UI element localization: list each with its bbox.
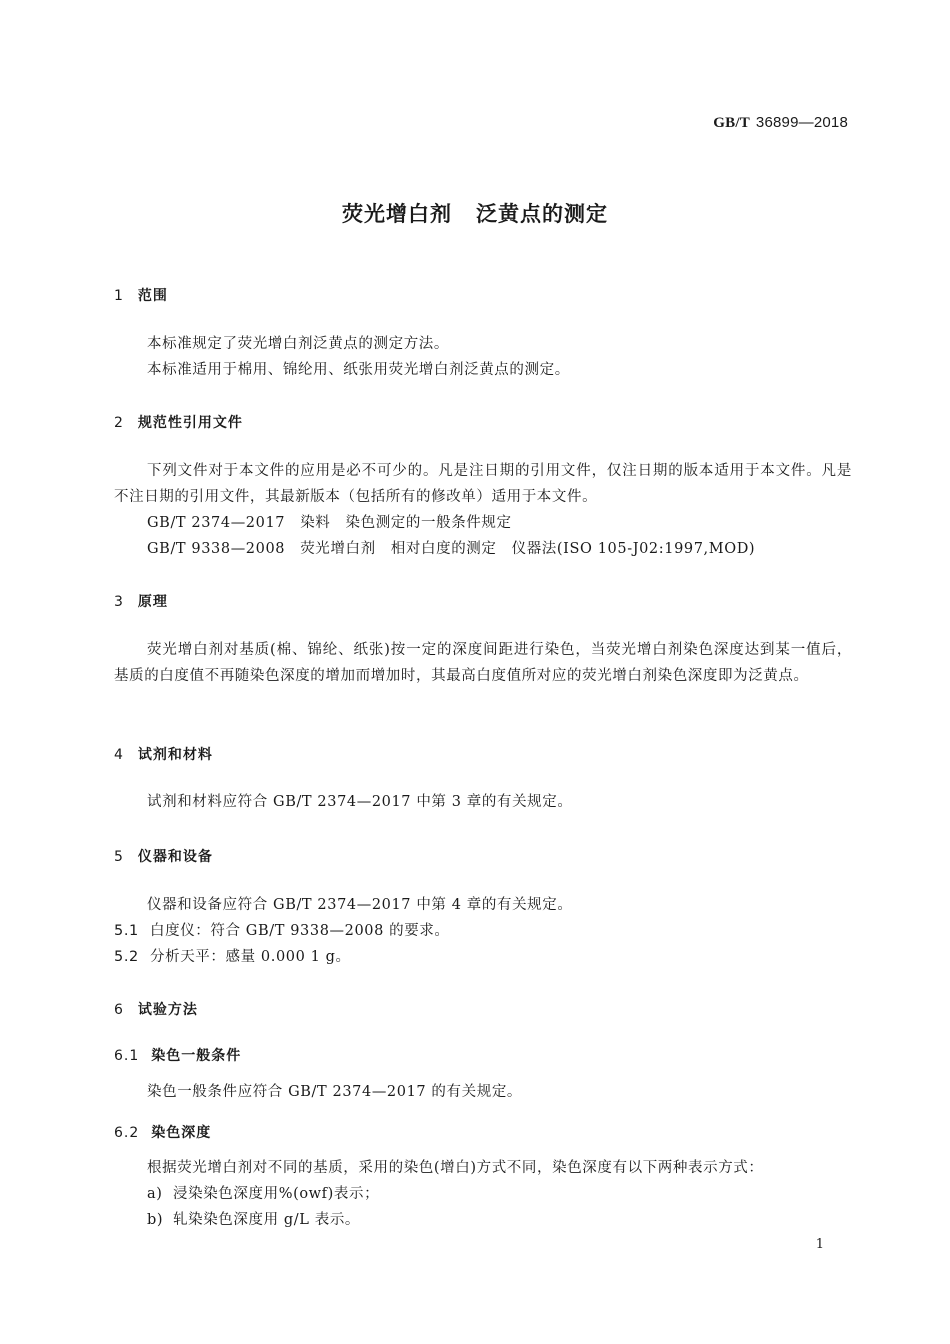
section-heading-1: 1 范围: [114, 288, 168, 304]
scope-paragraph-1: 本标准规定了荧光增白剂泛黄点的测定方法。: [147, 336, 449, 352]
principle-paragraph: 荧光增白剂对基质(棉、锦纶、纸张)按一定的深度间距进行染色，当荧光增白剂染色深度达到某一值后，基质的白度值不再随染色深度的增加而增加时，其最高白度值所对应的荧光增白剂染色深度即为泛黄点。: [114, 642, 852, 684]
subsection-heading-6-1: 6.1 染色一般条件: [114, 1048, 242, 1064]
reference-item-1: GB/T 2374—2017 染料 染色测定的一般条件规定: [147, 515, 512, 531]
reagents-paragraph: 试剂和材料应符合 GB/T 2374—2017 中第 3 章的有关规定。: [147, 794, 573, 810]
apparatus-item-5-2: 5.2 分析天平：感量 0.000 1 g。: [114, 949, 351, 965]
standard-code: 36899—2018: [755, 114, 848, 131]
subsection-heading-6-2: 6.2 染色深度: [114, 1125, 212, 1141]
document-title: [0, 198, 950, 228]
standard-prefix: GB/T: [713, 115, 750, 131]
normative-references-intro: 下列文件对于本文件的应用是必不可少的。凡是注日期的引用文件，仅注日期的版本适用于本文件。凡是不注日期的引用文件，其最新版本（包括所有的修改单）适用于本文件。: [114, 463, 852, 505]
section-heading-6: 6 试验方法: [114, 1002, 198, 1018]
apparatus-item-5-1: 5.1 白度仪：符合 GB/T 9338—2008 的要求。: [114, 923, 450, 939]
dyeing-conditions-paragraph: 染色一般条件应符合 GB/T 2374—2017 的有关规定。: [147, 1084, 523, 1100]
section-heading-3: 3 原理: [114, 594, 168, 610]
section-heading-2: 2 规范性引用文件: [114, 415, 243, 431]
title-part-1: 荧光增白剂: [342, 202, 452, 226]
dyeing-depth-paragraph: 根据荧光增白剂对不同的基质，采用的染色(增白)方式不同，染色深度有以下两种表示方式：: [147, 1160, 764, 1176]
title-part-2: 泛黄点的测定: [476, 202, 608, 226]
section-heading-4: 4 试剂和材料: [114, 747, 213, 763]
list-item-a: a) 浸染染色深度用%(owf)表示；: [147, 1186, 380, 1202]
list-item-b: b) 轧染染色深度用 g/L 表示。: [147, 1212, 361, 1228]
section-heading-5: 5 仪器和设备: [114, 849, 213, 865]
apparatus-paragraph: 仪器和设备应符合 GB/T 2374—2017 中第 4 章的有关规定。: [147, 897, 573, 913]
standard-number: [713, 114, 848, 132]
scope-paragraph-2: 本标准适用于棉用、锦纶用、纸张用荧光增白剂泛黄点的测定。: [147, 362, 570, 378]
page-number: 1: [815, 1237, 824, 1252]
reference-item-2: GB/T 9338—2008 荧光增白剂 相对白度的测定 仪器法(ISO 105-J02:1997,MOD): [147, 541, 756, 557]
